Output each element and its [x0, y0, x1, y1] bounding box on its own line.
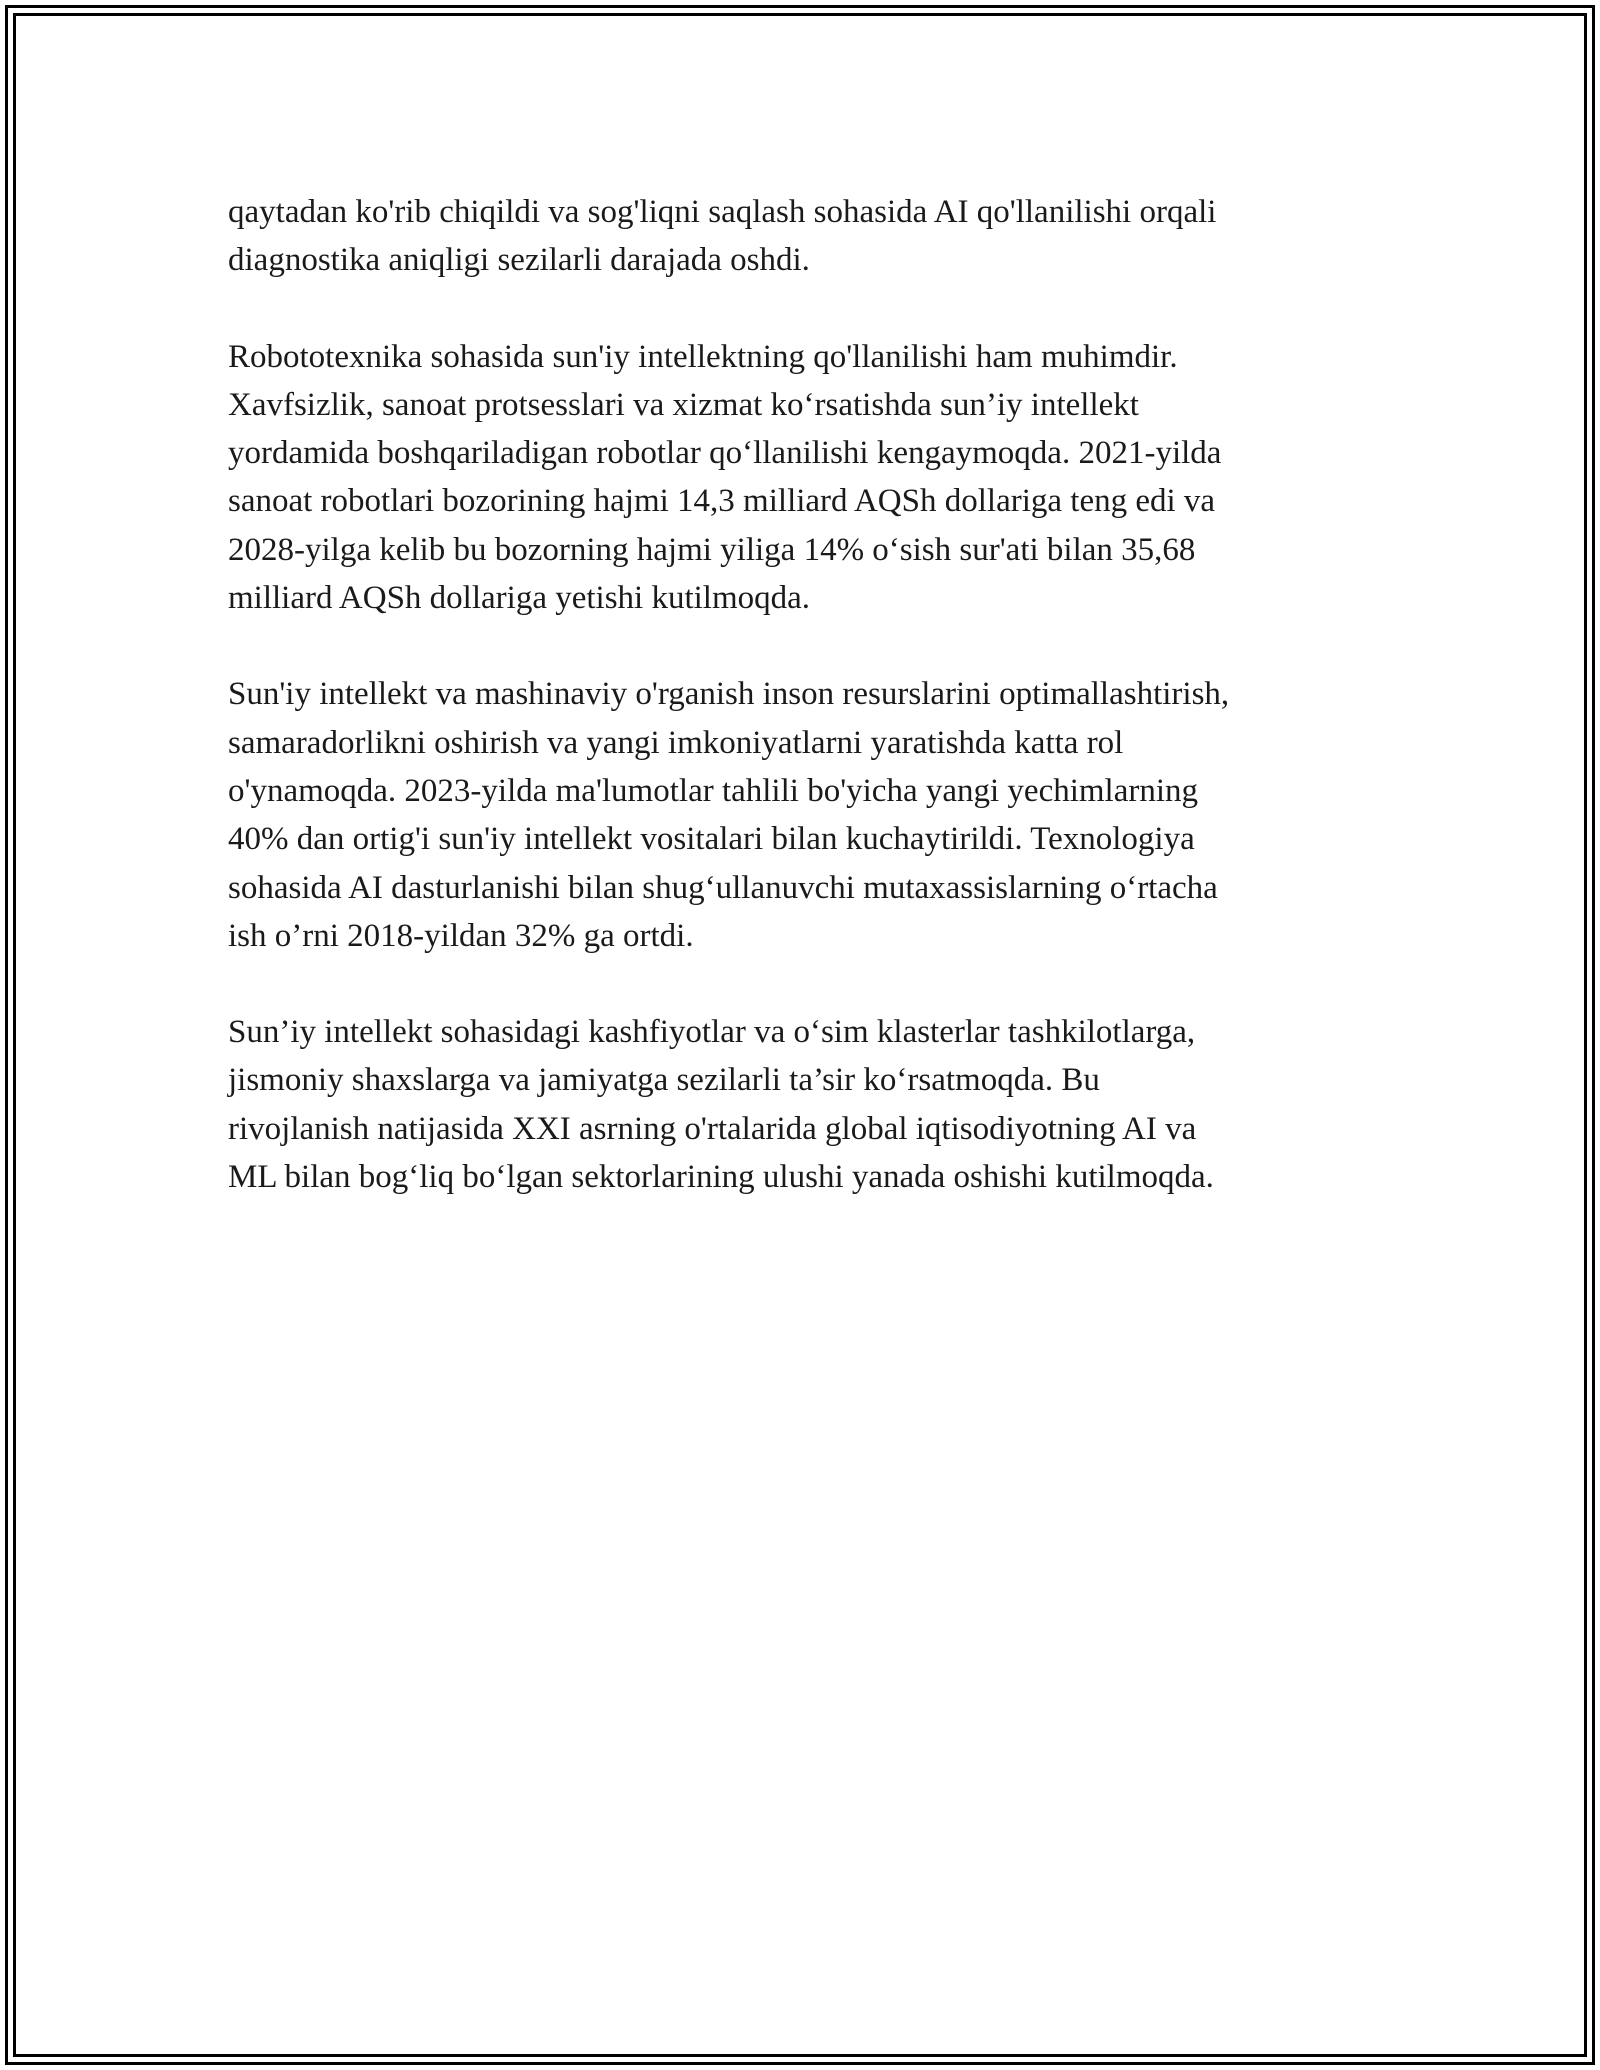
paragraph-discoveries: Sun’iy intellekt sohasidagi kashfiyotlar va o‘sim klasterlar tashkilotlarga, jismoniy shaxslarga va jamiyatga sezilarli ta’sir ko‘rsatmoqda. Bu rivojlanish natijasida XXI asrning o'rtalarida global iqtisodiyotning AI va ML bilan bog‘liq bo‘lgan sektorlarining ulushi yanada oshishi kutilmoqda.: [228, 1014, 1214, 1196]
paragraph-robotics: Robototexnika sohasida sun'iy intellektning qo'llanilishi ham muhimdir. Xavfsizlik, sanoat protsesslari va xizmat ko‘rsatishda sun’iy intellekt yordamida boshqariladigan robotlar qo‘llanilishi kengaymoqda. 2021-yilda sanoat robotlari bozorining hajmi 14,3 milliard AQSh dollariga teng edi va 2028-yilga kelib bu bozorning hajmi yiliga 14% o‘sish sur'ati bilan 35,68 milliard AQSh dollariga yetishi kutilmoqda.: [228, 338, 1222, 617]
document-body: [228, 188, 1358, 1249]
paragraph-machine-learning: Sun'iy intellekt va mashinaviy o'rganish inson resurslarini optimallashtirish, samaradorlikni oshirish va yangi imkoniyatlarni yaratishda katta rol o'ynamoqda. 2023-yilda ma'lumotlar tahlili bo'yicha yangi yechimlarning 40% dan ortig'i sun'iy intellekt vositalari bilan kuchaytirildi. Texnologiya sohasida AI dasturlanishi bilan shug‘ullanuvchi mutaxassislarning o‘rtacha ish o’rni 2018-yildan 32% ga ortdi.: [228, 676, 1230, 954]
paragraph-continuation: qaytadan ko'rib chiqildi va sog'liqni saqlash sohasida AI qo'llanilishi orqali diagnostika aniqligi sezilarli darajada oshdi.: [228, 194, 1217, 279]
